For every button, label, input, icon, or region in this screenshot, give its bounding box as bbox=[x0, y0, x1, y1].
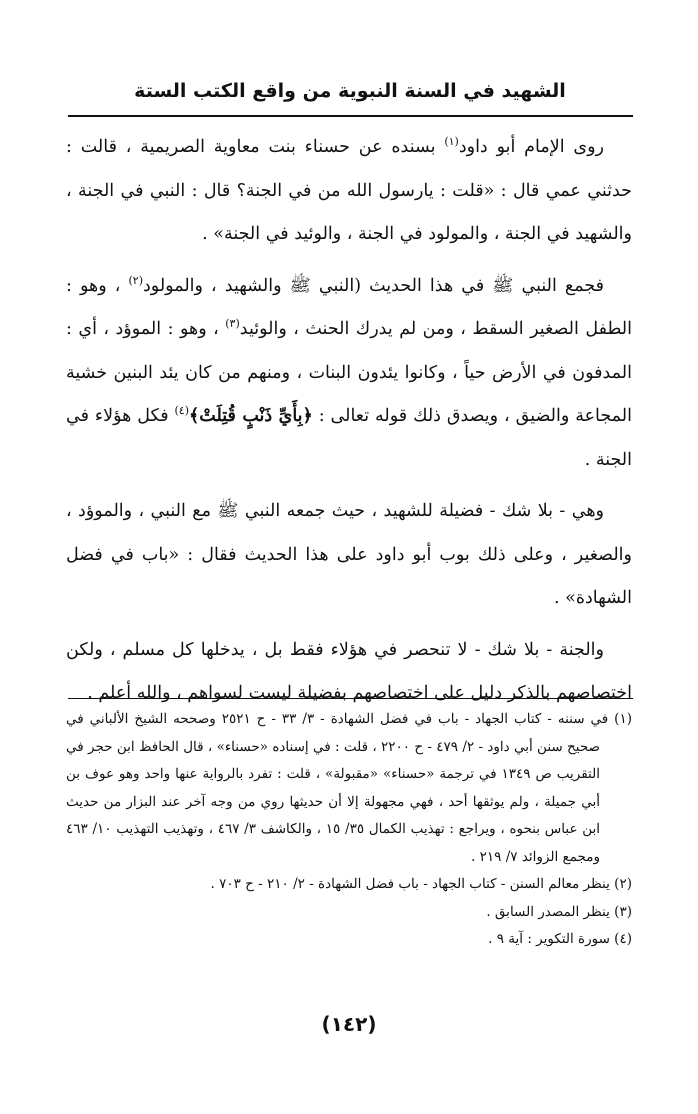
paragraph-gap bbox=[66, 257, 632, 265]
paragraph-text: فجمع النبي ﷺ في هذا الحديث (النبي ﷺ والشهيد ، والمولود bbox=[143, 275, 605, 296]
footnote-4: (٤) سورة التكوير : آية ٩ . bbox=[488, 931, 632, 947]
paragraph-gap bbox=[66, 482, 632, 490]
footnote-2: (٢) ينظر معالم السنن - كتاب الجهاد - باب فضل الشهادة - ٢/ ٢١٠ - ح ٧٠٣ . bbox=[210, 876, 632, 892]
paragraph-text: بسنده عن حسناء بنت معاوية الصريمية ، قالت : حدثني عمي قال : «قلت : يارسول الله من في الجنة؟ قال : النبي في الجنة ، والشهيد في الجنة ، والمولود في الجنة ، والوئيد في الجنة» . bbox=[66, 137, 632, 244]
footnotes-section bbox=[66, 706, 632, 954]
paragraph-explanation bbox=[66, 265, 632, 483]
main-text bbox=[66, 126, 632, 716]
paragraph-text: ، وهو : الموؤد ، أي : المدفون في الأرض حياً ، وكانوا يئدون البنات ، ومنهم من كان يئد البنين خشية المجاعة والضيق ، ويصدق ذلك قوله تعالى : bbox=[66, 319, 632, 426]
paragraph-hadith-narration bbox=[66, 126, 632, 257]
footnote-ref-4: (٤) bbox=[174, 404, 189, 418]
header-divider bbox=[68, 115, 633, 117]
footnote-ref-1: (١) bbox=[444, 135, 459, 149]
footnote-3: (٣) ينظر المصدر السابق . bbox=[486, 903, 632, 920]
running-header-title: الشهيد في السنة النبوية من واقع الكتب الستة bbox=[134, 80, 566, 102]
quran-verse: ﴿بِأَيِّ ذَنْبٍ قُتِلَتْ﴾ bbox=[189, 406, 313, 426]
footnote-divider bbox=[68, 698, 633, 699]
paragraph-text: روى الإمام أبو داود bbox=[458, 137, 604, 157]
paragraph-virtue: وهي - بلا شك - فضيلة للشهيد ، حيث جمعه النبي ﷺ مع النبي ، والموؤد ، والصغير ، وعلى ذلك بوب أبو داود على هذا الحديث فقال : «باب في فضل الشهادة» . bbox=[66, 501, 632, 608]
footnote-1: (١) في سننه - كتاب الجهاد - باب في فضل الشهادة - ٣/ ٣٣ - ح ٢٥٢١ وصححه الشيخ الألباني في صحيح سنن أبي داود - ٢/ ٤٧٩ - ح ٢٢٠٠ ، قلت : في إسناده «حسناء» ، قال الحافظ ابن حجر في التقريب ص ١٣٤٩ في ترجمة «حسناء» «مقبولة» ، قلت : تفرد بالرواية عنها واحد وهو عوف بن أبي جميلة ، ولم يوثقها أحد ، فهي مجهولة إلا أن حديثها روي من وجه آخر عند البزار من حديث ابن عباس بنحوه ، ويراجع : تهذيب الكمال ٣٥/ ١٥ ، والكاشف ٣/ ٤٦٧ ، وتهذيب التهذيب ١٠/ ٤٦٣ ومجمع الزوائد ٧/ ٢١٩ . bbox=[66, 711, 632, 865]
paragraph-text: فكل هؤلاء في الجنة . bbox=[66, 406, 632, 470]
paragraph-gap bbox=[66, 621, 632, 629]
page-number: (١٤٢) bbox=[321, 1012, 377, 1036]
paragraph-text: ، وهو : الطفل الصغير السقط ، ومن لم يدرك الحنث ، والوئيد bbox=[66, 275, 632, 339]
paragraph-conclusion: والجنة - بلا شك - لا تنحصر في هؤلاء فقط بل ، يدخلها كل مسلم ، ولكن اختصاصهم بالذكر دليل على اختصاصهم بفضيلة ليست لسواهم ، والله أعلم . bbox=[66, 639, 632, 703]
footnote-ref-3: (٣) bbox=[225, 317, 240, 331]
footnote-ref-2: (٢) bbox=[128, 273, 144, 287]
